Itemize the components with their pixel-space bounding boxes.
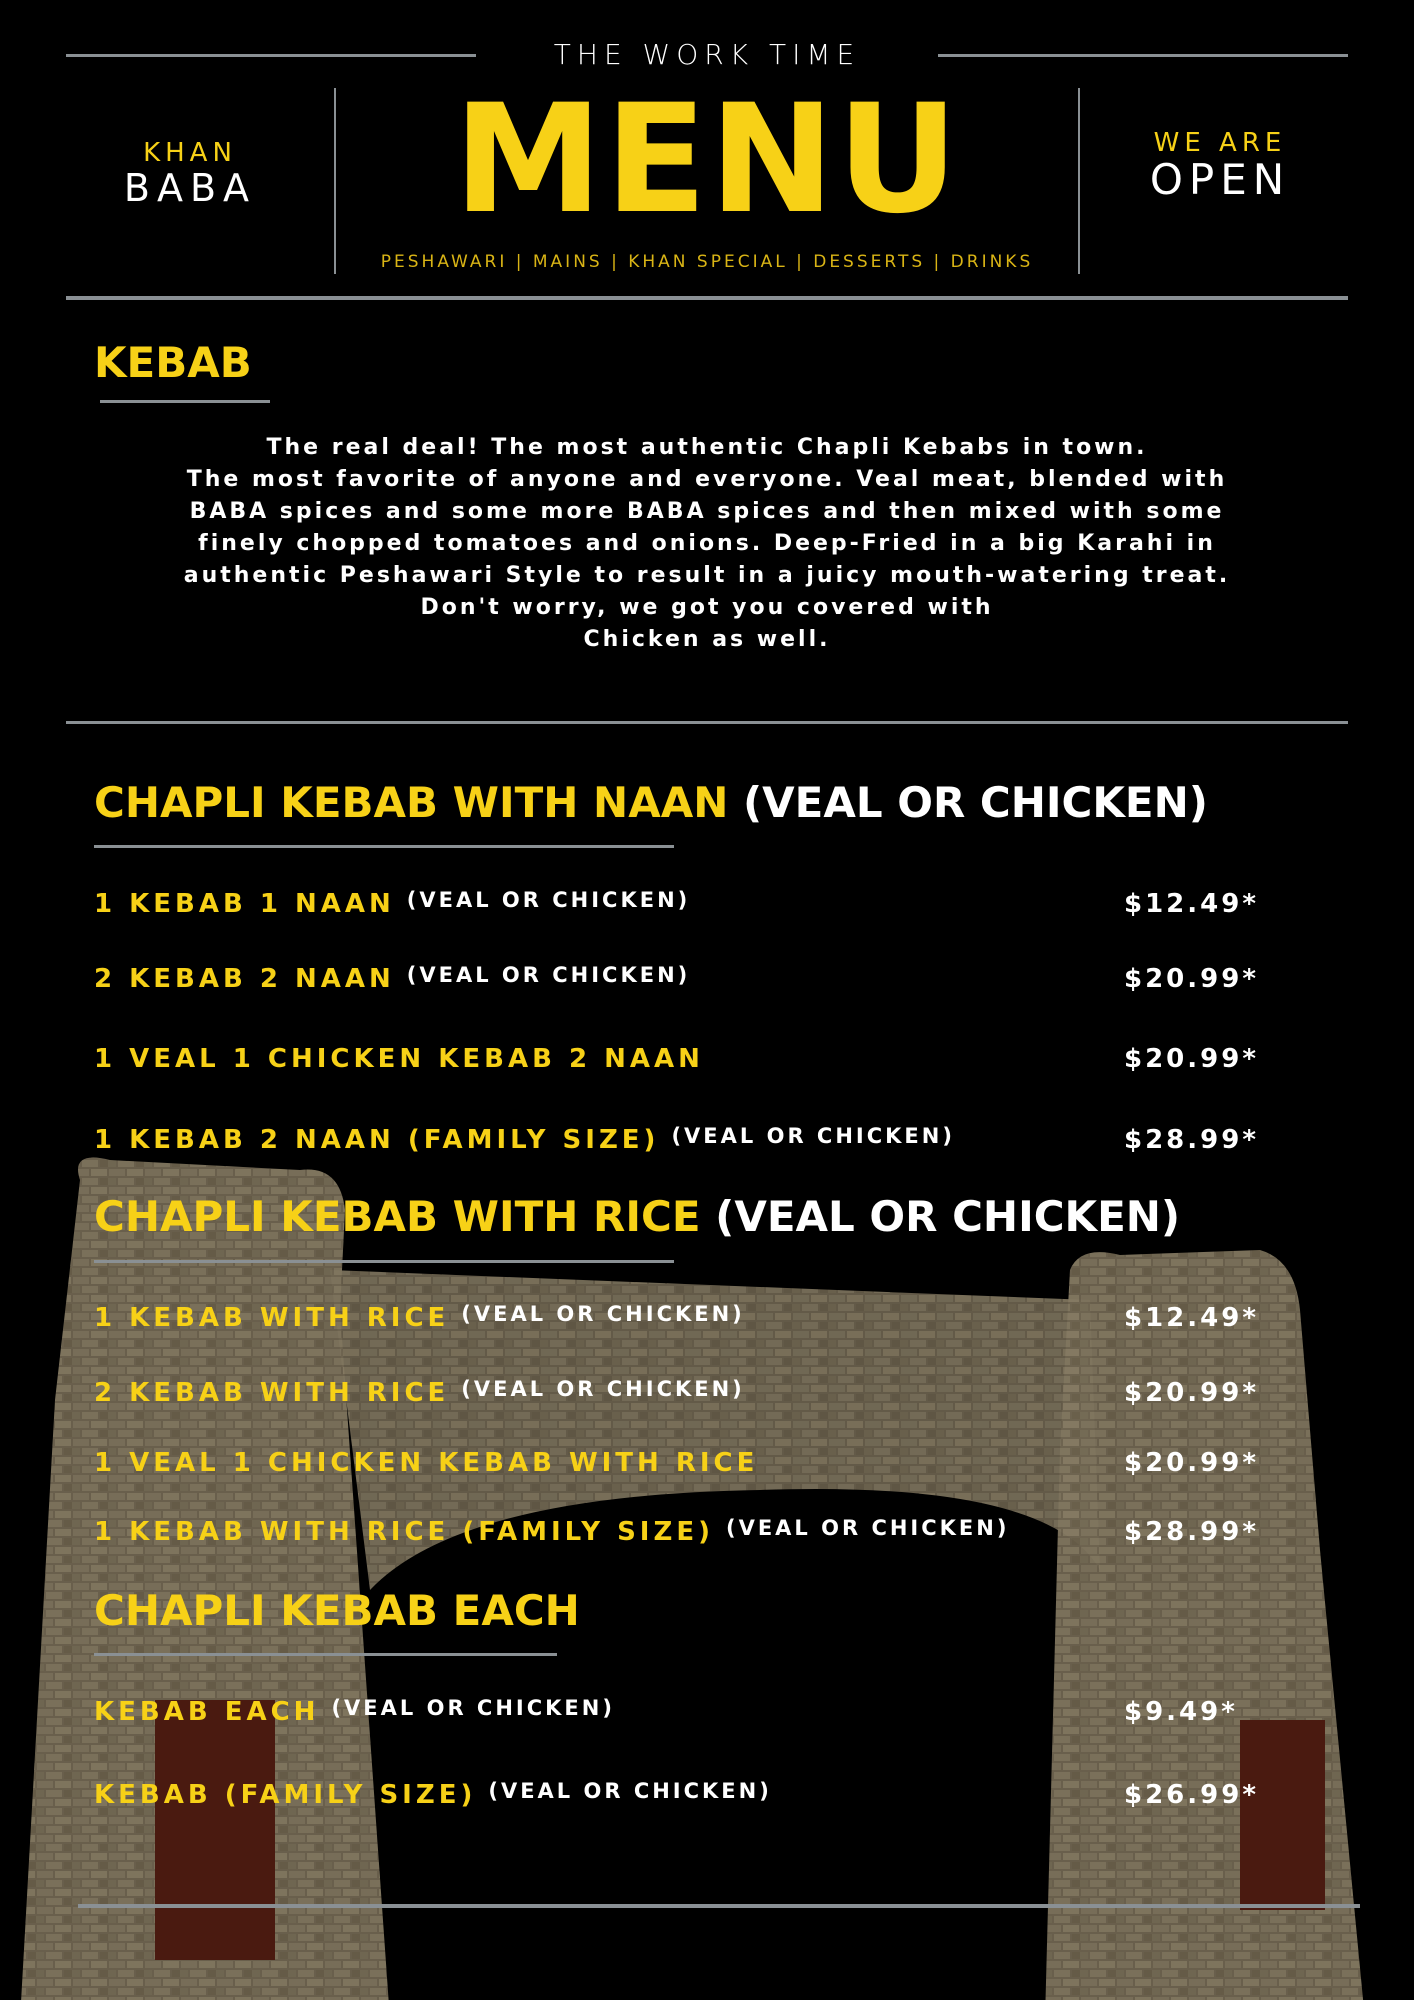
section-title-underline	[100, 400, 270, 403]
status-open: OPEN	[1149, 155, 1291, 204]
menu-item	[94, 1374, 1274, 1414]
item-variant: (VEAL OR CHICKEN)	[406, 888, 691, 912]
brand-khan: KHAN	[143, 138, 237, 168]
item-name-text: 2 KEBAB WITH RICE	[94, 1378, 450, 1408]
item-price: $12.49*	[1124, 1303, 1259, 1333]
item-price: $12.49*	[1124, 889, 1259, 919]
item-name-text: 1 KEBAB WITH RICE (FAMILY SIZE)	[94, 1517, 714, 1547]
item-name	[94, 1780, 772, 1810]
item-name	[94, 1517, 1009, 1547]
section-divider	[66, 721, 1348, 724]
item-variant: (VEAL OR CHICKEN)	[488, 1779, 772, 1803]
fort-gate-illustration	[0, 1150, 1414, 2000]
header-bottom-rule	[66, 296, 1348, 300]
group-title-text: CHAPLI KEBAB WITH NAAN	[94, 778, 729, 827]
item-name	[94, 1125, 955, 1155]
menu-item	[94, 1776, 1274, 1816]
group-title-each	[94, 1586, 580, 1635]
item-price: $20.99*	[1124, 1378, 1259, 1408]
item-name	[94, 964, 690, 994]
category-list: PESHAWARI | MAINS | KHAN SPECIAL | DESSERTS | DRINKS	[380, 252, 1034, 272]
brand-baba: BABA	[123, 166, 257, 210]
item-name-text: 1 VEAL 1 CHICKEN KEBAB WITH RICE	[94, 1448, 759, 1478]
header-tagline: THE WORK TIME	[553, 38, 861, 71]
section-description: The real deal! The most authentic Chapli Kebabs in town. The most favorite of anyone and everyone. Veal meat, blended with BABA spices and some more BABA spices and then mixed with some finely chopped tomatoes and onions. Deep-Fried in a big Karahi in authentic Peshawari Style to result in a juicy mouth-watering treat. Don't worry, we got you covered with Chicken as well.	[183, 435, 1231, 652]
item-name-text: KEBAB (FAMILY SIZE)	[94, 1780, 477, 1810]
item-variant: (VEAL OR CHICKEN)	[406, 963, 691, 987]
item-price: $28.99*	[1124, 1125, 1259, 1155]
item-price: $20.99*	[1124, 1448, 1259, 1478]
menu-item	[94, 1040, 1274, 1080]
item-name-text: 1 KEBAB WITH RICE	[94, 1303, 450, 1333]
item-name	[94, 889, 690, 919]
item-variant: (VEAL OR CHICKEN)	[671, 1124, 955, 1148]
status-we-are: WE ARE	[1153, 128, 1287, 158]
footer-rule	[78, 1904, 1360, 1908]
item-variant: (VEAL OR CHICKEN)	[461, 1302, 745, 1326]
item-price: $9.49*	[1124, 1697, 1238, 1727]
group-title-rice	[94, 1192, 1180, 1241]
menu-item	[94, 1444, 1274, 1484]
group-title-suffix: (VEAL OR CHICKEN)	[742, 778, 1208, 827]
item-variant: (VEAL OR CHICKEN)	[725, 1516, 1010, 1540]
item-name	[94, 1044, 716, 1074]
item-name-text: 1 VEAL 1 CHICKEN KEBAB 2 NAAN	[94, 1044, 704, 1074]
menu-item	[94, 885, 1274, 925]
item-variant: (VEAL OR CHICKEN)	[331, 1696, 615, 1720]
item-name-text: 1 KEBAB 1 NAAN	[94, 889, 395, 919]
item-price: $20.99*	[1124, 964, 1259, 994]
menu-item	[94, 960, 1274, 1000]
header-divider-left	[334, 88, 336, 274]
group-underline	[94, 1653, 557, 1656]
item-name	[94, 1303, 745, 1333]
item-name-text: 1 KEBAB 2 NAAN (FAMILY SIZE)	[94, 1125, 660, 1155]
item-name-text: KEBAB EACH	[94, 1697, 320, 1727]
group-title-suffix: (VEAL OR CHICKEN)	[715, 1192, 1181, 1241]
item-price: $20.99*	[1124, 1044, 1259, 1074]
menu-item	[94, 1513, 1274, 1553]
item-price: $26.99*	[1124, 1780, 1259, 1810]
menu-item	[94, 1121, 1274, 1161]
section-title: KEBAB	[94, 338, 252, 387]
group-title-text: CHAPLI KEBAB EACH	[94, 1586, 580, 1635]
item-name	[94, 1697, 615, 1727]
group-underline	[94, 845, 674, 848]
item-price: $28.99*	[1124, 1517, 1259, 1547]
menu-item	[94, 1693, 1274, 1733]
group-title-text: CHAPLI KEBAB WITH RICE	[94, 1192, 701, 1241]
item-name-text: 2 KEBAB 2 NAAN	[94, 964, 395, 994]
item-name	[94, 1448, 770, 1478]
header-divider-right	[1078, 88, 1080, 274]
group-underline	[94, 1260, 674, 1263]
item-variant: (VEAL OR CHICKEN)	[461, 1377, 745, 1401]
group-title-naan	[94, 778, 1208, 827]
menu-item	[94, 1299, 1274, 1339]
item-name	[94, 1378, 745, 1408]
menu-title: MENU	[453, 73, 961, 247]
